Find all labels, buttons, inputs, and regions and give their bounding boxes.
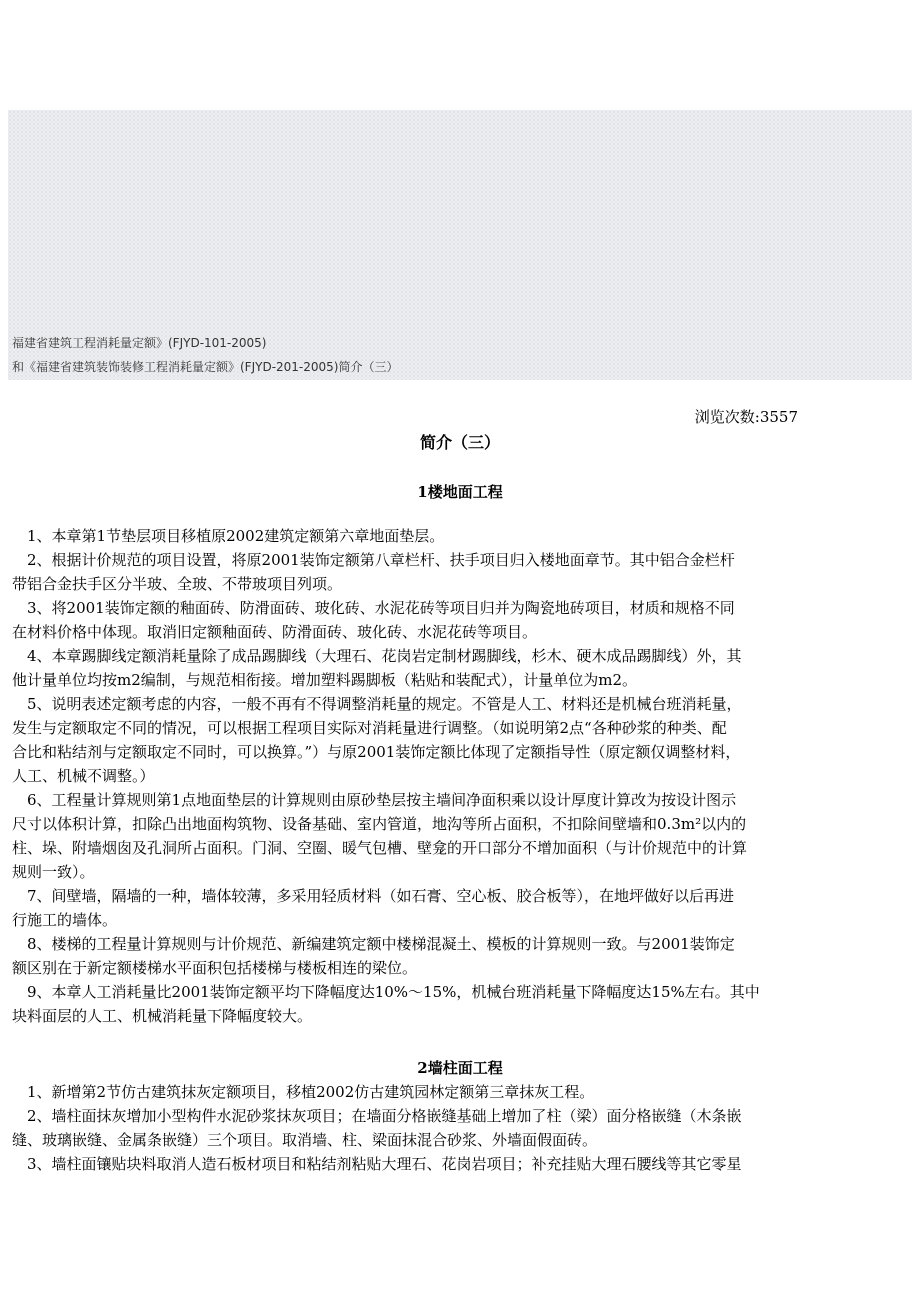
paragraph-line: 带铝合金扶手区分半玻、全玻、不带玻项目列项。 — [12, 575, 343, 593]
paragraph-line: 6、工程量计算规则第1点地面垫层的计算规则由原砂垫层按主墙间净面积乘以设计厚度计算改为按设计图示 — [12, 791, 737, 809]
paragraph-line: 2、墙柱面抹灰增加小型构件水泥砂浆抹灰项目；在墙面分格嵌缝基础上增加了柱（梁）面分格嵌缝（木条嵌 — [12, 1107, 742, 1125]
paragraph — [12, 980, 912, 1028]
paragraph-line: 柱、垛、附墙烟囱及孔洞所占面积。门洞、空圈、暖气包槽、壁龛的开口部分不增加面积（与计价规范中的计算 — [12, 839, 748, 857]
paragraph — [12, 1104, 912, 1152]
section-title-1: 1楼地面工程 — [417, 483, 503, 501]
paragraph — [12, 884, 912, 932]
paragraph-line: 在材料价格中体现。取消旧定额釉面砖、防滑面砖、玻化砖、水泥花砖等项目。 — [12, 623, 538, 641]
paragraph-line: 7、间壁墙，隔墙的一种，墙体较薄，多采用轻质材料（如石膏、空心板、胶合板等），在地坪做好以后再进 — [12, 887, 735, 905]
paragraph-line: 块料面层的人工、机械消耗量下降幅度较大。 — [12, 1007, 313, 1025]
view-count: 浏览次数:3557 — [694, 408, 798, 426]
paragraph-line: 8、楼梯的工程量计算规则与计价规范、新编建筑定额中楼梯混凝土、模板的计算规则一致。与2001装饰定 — [12, 935, 735, 953]
paragraph-line: 1、新增第2节仿古建筑抹灰定额项目，移植2002仿古建筑园林定额第三章抹灰工程。 — [12, 1083, 595, 1101]
banner-line-2: 和《福建省建筑装饰装修工程消耗量定额》(FJYD-201-2005)简介（三） — [12, 360, 399, 374]
section-title-2: 2墙柱面工程 — [417, 1059, 503, 1077]
paragraph-line: 缝、玻璃嵌缝、金属条嵌缝）三个项目。取消墙、柱、梁面抹混合砂浆、外墙面假面砖。 — [12, 1131, 598, 1149]
paragraph — [12, 692, 912, 788]
paragraph-line: 3、墙柱面镶贴块料取消人造石板材项目和粘结剂粘贴大理石、花岗岩项目；补充挂贴大理石腰线等其它零星 — [12, 1155, 742, 1173]
paragraph — [12, 524, 912, 548]
paragraph-line: 尺寸以体积计算，扣除凸出地面构筑物、设备基础、室内管道，地沟等所占面积，不扣除间壁墙和0.3m²以内的 — [12, 815, 747, 833]
paragraph-line: 合比和粘结剂与定额取定不同时，可以换算。”）与原2001装饰定额比体现了定额指导性（原定额仅调整材料， — [12, 743, 741, 761]
paragraph-line: 他计量单位均按m2编制，与规范相衔接。增加塑料踢脚板（粘贴和装配式），计量单位为m2。 — [12, 671, 638, 689]
paragraph — [12, 644, 912, 692]
banner-line-1: 福建省建筑工程消耗量定额》(FJYD-101-2005) — [12, 336, 267, 350]
page-title: 简介（三） — [419, 433, 500, 452]
paragraph-line: 3、将2001装饰定额的釉面砖、防滑面砖、玻化砖、水泥花砖等项目归并为陶瓷地砖项目，材质和规格不同 — [12, 599, 735, 617]
paragraph-line: 2、根据计价规范的项目设置，将原2001装饰定额第八章栏杆、扶手项目归入楼地面章节。其中铝合金栏杆 — [12, 551, 735, 569]
paragraph — [12, 548, 912, 596]
paragraph-line: 4、本章踢脚线定额消耗量除了成品踢脚线（大理石、花岗岩定制材踢脚线，杉木、硬木成品踢脚线）外，其 — [12, 647, 742, 665]
paragraph-line: 行施工的墙体。 — [12, 911, 118, 929]
paragraph — [12, 596, 912, 644]
paragraph — [12, 1080, 912, 1104]
paragraph-line: 5、说明表述定额考虑的内容，一般不再有不得调整消耗量的规定。不管是人工、材料还是机械台班消耗量， — [12, 695, 742, 713]
paragraph — [12, 932, 912, 980]
paragraph-line: 发生与定额取定不同的情况，可以根据工程项目实际对消耗量进行调整。（如说明第2点“各种砂浆的种类、配 — [12, 719, 727, 737]
paragraph — [12, 788, 912, 884]
paragraph-line: 规则一致）。 — [12, 863, 95, 881]
paragraph-line: 额区别在于新定额楼梯水平面积包括楼梯与楼板相连的梁位。 — [12, 959, 418, 977]
paragraph-line: 1、本章第1节垫层项目移植原2002建筑定额第六章地面垫层。 — [12, 527, 445, 545]
paragraph-line: 9、本章人工消耗量比2001装饰定额平均下降幅度达10%～15%，机械台班消耗量下降幅度达15%左右。其中 — [12, 983, 760, 1001]
paragraph-line: 人工、机械不调整。） — [12, 767, 155, 785]
paragraph — [12, 1152, 912, 1176]
header-banner — [8, 110, 912, 380]
